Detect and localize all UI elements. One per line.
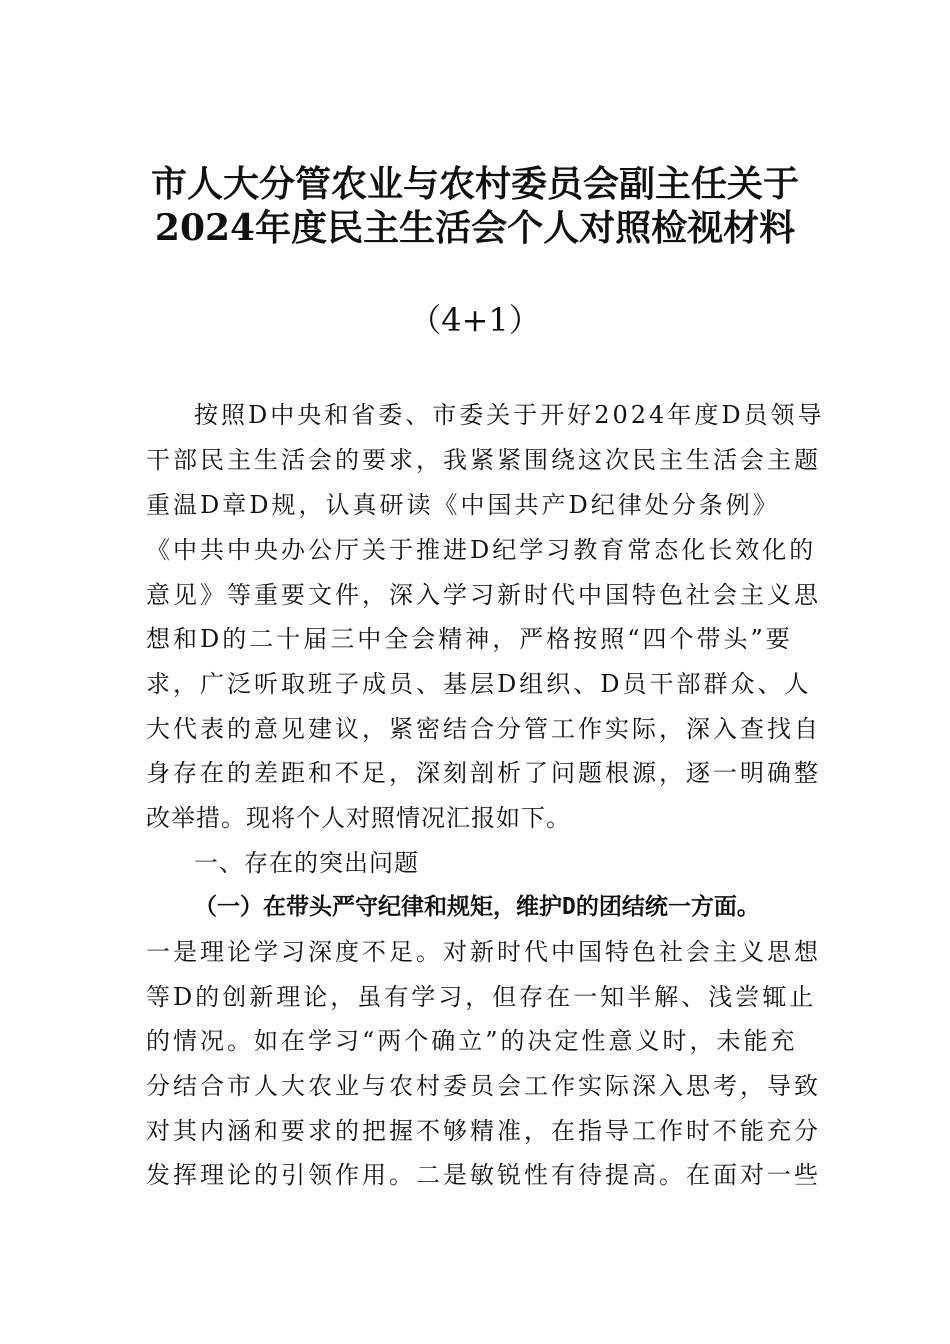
intro-line: 想和D的二十届三中全会精神，严格按照“四个带头”要 (146, 625, 793, 653)
document-title-line-3: （4+1） (409, 301, 541, 339)
body-line: 的情况。如在学习“两个确立”的决定性意义时，未能充 (146, 1027, 798, 1055)
body-line: 等D的创新理论，虽有学习，但存在一知半解、浅尝辄止 (146, 983, 817, 1011)
intro-line: 改举措。现将个人对照情况汇报如下。 (146, 804, 571, 832)
intro-line: 按照D中央和省委、市委关于开好2024年度D员领导 (194, 401, 825, 429)
body-line: 发挥理论的引领作用。二是敏锐性有待提高。在面对一些 (146, 1161, 821, 1189)
section-heading: 一、存在的突出问题 (194, 849, 419, 877)
document-title-line-2: 2024年度民主生活会个人对照检视材料 (154, 207, 796, 249)
intro-line: 大代表的意见建议，紧密结合分管工作实际，深入查找自 (146, 715, 821, 743)
intro-line: 求，广泛听取班子成员、基层D组织、D员干部群众、人 (146, 670, 812, 698)
body-line: 对其内涵和要求的把握不够精准，在指导工作时不能充分 (146, 1117, 821, 1145)
body-line: 一是理论学习深度不足。对新时代中国特色社会主义思想 (146, 938, 821, 966)
intro-line: 身存在的差距和不足，深刻剖析了问题根源，逐一明确整 (146, 759, 821, 787)
intro-line: 重温D章D规，认真研读《中国共产D纪律处分条例》 (146, 491, 780, 519)
document-title-line-1: 市人大分管农业与农村委员会副主任关于 (150, 163, 799, 205)
intro-line: 干部民主生活会的要求，我紧紧围绕这次民主生活会主题 (146, 446, 821, 474)
intro-line: 意见》等重要文件，深入学习新时代中国特色社会主义思 (146, 581, 821, 609)
body-line: 分结合市人大农业与农村委员会工作实际深入思考，导致 (146, 1072, 821, 1100)
intro-line: 《中共中央办公厅关于推进D纪学习教育常态化长效化的 (146, 536, 817, 564)
subsection-heading: （一）在带头严守纪律和规矩，维护D的团结统一方面。 (194, 894, 760, 920)
